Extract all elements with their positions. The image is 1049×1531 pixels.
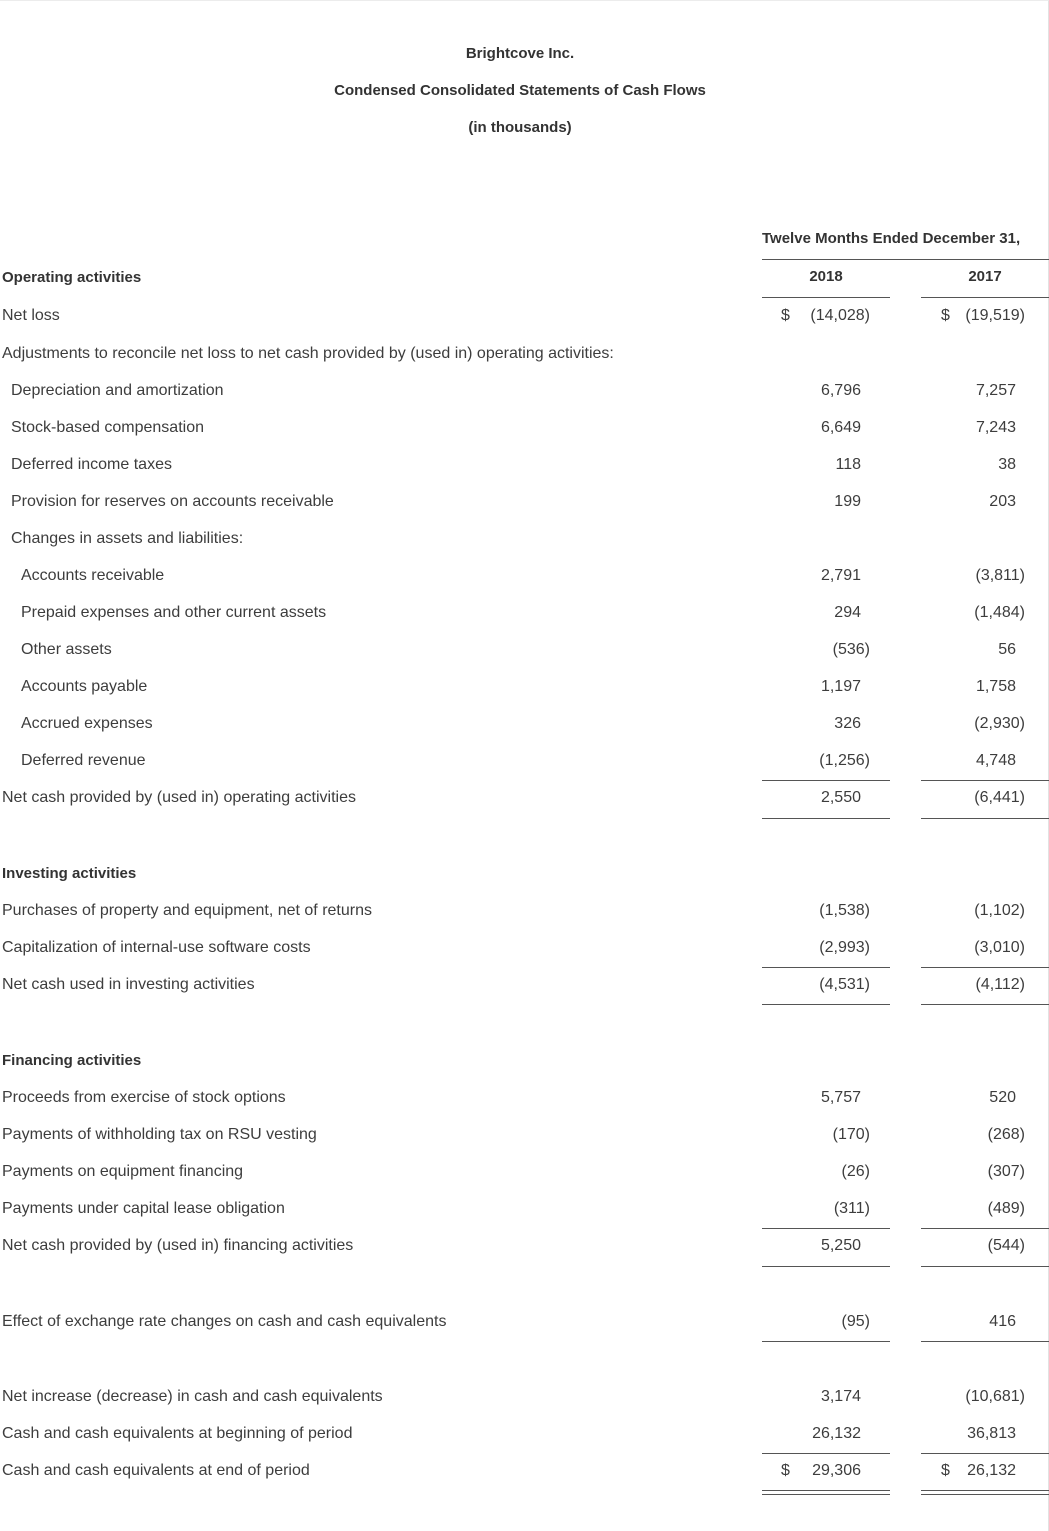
currency-symbol: $ <box>781 307 790 324</box>
table-row <box>0 929 1049 966</box>
units-note: (in thousands) <box>468 119 572 136</box>
value-2017: 520 <box>989 1089 1016 1106</box>
adjustments-caption <box>0 335 1049 372</box>
value-2018: (2,993) <box>819 939 870 956</box>
value-2017: 416 <box>989 1313 1016 1330</box>
value-2017: 7,243 <box>975 419 1016 436</box>
table-row-investing-total <box>0 966 1049 1003</box>
table-row-net-loss <box>0 297 1049 334</box>
value-2018: 3,174 <box>820 1388 861 1405</box>
table-row-financing-total <box>0 1227 1049 1264</box>
table-row <box>0 705 1049 742</box>
rule-2017 <box>921 1266 1049 1267</box>
value-2017: (6,441) <box>974 789 1025 806</box>
table-row <box>0 892 1049 929</box>
table-row <box>0 1153 1049 1190</box>
row-label: Accounts receivable <box>21 567 165 584</box>
double-rule-2018 <box>762 1490 890 1495</box>
value-2018: 26,132 <box>812 1425 861 1442</box>
row-label: Capitalization of internal-use software costs <box>2 939 311 956</box>
rule-2018 <box>762 1341 890 1342</box>
row-label: Cash and cash equivalents at end of period <box>2 1462 310 1479</box>
row-label: Net increase (decrease) in cash and cash equivalents <box>2 1388 383 1405</box>
value-2018: (95) <box>841 1313 870 1330</box>
value-2018: 5,250 <box>820 1237 861 1254</box>
row-label: Payments under capital lease obligation <box>2 1200 285 1217</box>
row-label: Provision for reserves on accounts receivable <box>11 493 334 510</box>
table-row <box>0 668 1049 705</box>
value-2018: 199 <box>834 493 861 510</box>
row-label: Payments of withholding tax on RSU vesting <box>2 1126 317 1143</box>
section-heading-operating <box>0 259 1049 296</box>
changes-caption <box>0 520 1049 557</box>
row-label: Cash and cash equivalents at beginning of period <box>2 1425 353 1442</box>
table-row <box>0 557 1049 594</box>
row-label: Purchases of property and equipment, net of returns <box>2 902 372 919</box>
table-row-operating-total <box>0 779 1049 816</box>
value-2018: 1,197 <box>820 678 861 695</box>
currency-symbol: $ <box>941 1462 950 1479</box>
value-2017: (2,930) <box>974 715 1025 732</box>
table-row <box>0 1079 1049 1116</box>
value-2018: 326 <box>834 715 861 732</box>
table-row <box>0 594 1049 631</box>
value-2017: 38 <box>998 456 1016 473</box>
row-label: Prepaid expenses and other current assets <box>21 604 327 621</box>
value-2018: 294 <box>834 604 861 621</box>
rule-2018 <box>762 1266 890 1267</box>
value-2017: (268) <box>987 1126 1025 1143</box>
value-2018: 29,306 <box>812 1462 861 1479</box>
row-label: Investing activities <box>2 865 137 882</box>
double-rule-2017 <box>921 1490 1049 1495</box>
year-2018-header: 2018 <box>809 268 843 285</box>
table-row-beginning-cash <box>0 1415 1049 1452</box>
rule-2018 <box>762 818 890 819</box>
value-2018: (1,538) <box>819 902 870 919</box>
value-2018: (170) <box>832 1126 870 1143</box>
rule-2017 <box>921 1341 1049 1342</box>
table-row <box>0 483 1049 520</box>
row-label: Proceeds from exercise of stock options <box>2 1089 286 1106</box>
row-label: Net loss <box>2 307 60 324</box>
value-2018: 6,796 <box>820 382 861 399</box>
value-2017: 36,813 <box>967 1425 1016 1442</box>
row-label: Effect of exchange rate changes on cash and cash equivalents <box>2 1313 447 1330</box>
value-2017: (1,102) <box>974 902 1025 919</box>
table-row <box>0 446 1049 483</box>
rule-2017 <box>921 1004 1049 1005</box>
value-2017: (19,519) <box>965 307 1025 324</box>
row-label: Net cash provided by (used in) financing activities <box>2 1237 354 1254</box>
value-2017: 1,758 <box>975 678 1016 695</box>
rule-2017 <box>921 818 1049 819</box>
value-2018: 2,550 <box>820 789 861 806</box>
value-2018: (4,531) <box>819 976 870 993</box>
value-2017: 7,257 <box>975 382 1016 399</box>
value-2017: (10,681) <box>965 1388 1025 1405</box>
table-row <box>0 631 1049 668</box>
value-2017: (489) <box>987 1200 1025 1217</box>
section-heading-financing <box>0 1042 1049 1079</box>
value-2017: 56 <box>998 641 1016 658</box>
value-2018: (1,256) <box>819 752 870 769</box>
row-label: Stock-based compensation <box>11 419 204 436</box>
value-2018: (14,028) <box>810 307 870 324</box>
value-2018: (536) <box>832 641 870 658</box>
rule-2018 <box>762 1004 890 1005</box>
table-row <box>0 742 1049 779</box>
value-2017: (1,484) <box>974 604 1025 621</box>
table-row-net-change <box>0 1378 1049 1415</box>
table-row <box>0 1190 1049 1227</box>
row-label: Adjustments to reconcile net loss to net cash provided by (used in) operating activities: <box>2 345 614 362</box>
row-label: Net cash used in investing activities <box>2 976 255 993</box>
value-2017: 203 <box>989 493 1016 510</box>
value-2017: (4,112) <box>975 976 1025 993</box>
value-2017: (3,010) <box>974 939 1025 956</box>
row-label: Payments on equipment financing <box>2 1163 244 1180</box>
row-label: Depreciation and amortization <box>11 382 224 399</box>
table-row <box>0 1116 1049 1153</box>
table-row-ending-cash <box>0 1452 1049 1489</box>
row-label: Financing activities <box>2 1052 142 1069</box>
value-2018: (26) <box>841 1163 870 1180</box>
value-2018: 2,791 <box>820 567 861 584</box>
row-label: Deferred income taxes <box>11 456 172 473</box>
value-2017: (3,811) <box>975 567 1025 584</box>
row-label: Deferred revenue <box>21 752 146 769</box>
value-2018: 6,649 <box>820 419 861 436</box>
row-label: Accrued expenses <box>21 715 153 732</box>
value-2017: 4,748 <box>975 752 1016 769</box>
row-label: Operating activities <box>2 269 142 286</box>
section-heading-investing <box>0 855 1049 892</box>
value-2018: 118 <box>835 456 861 473</box>
table-row <box>0 372 1049 409</box>
value-2017: (544) <box>987 1237 1025 1254</box>
statement-title: Condensed Consolidated Statements of Cash Flows <box>334 82 706 99</box>
table-row <box>0 409 1049 446</box>
company-name: Brightcove Inc. <box>465 45 575 62</box>
period-header: Twelve Months Ended December 31, <box>762 230 1021 247</box>
row-label: Changes in assets and liabilities: <box>11 530 244 547</box>
year-2017-header: 2017 <box>968 268 1002 285</box>
value-2017: (307) <box>987 1163 1025 1180</box>
value-2018: (311) <box>833 1200 870 1217</box>
value-2017: 26,132 <box>967 1462 1016 1479</box>
value-2018: 5,757 <box>820 1089 861 1106</box>
currency-symbol: $ <box>781 1462 790 1479</box>
row-label: Accounts payable <box>21 678 148 695</box>
currency-symbol: $ <box>941 307 950 324</box>
row-label: Other assets <box>21 641 112 658</box>
row-label: Net cash provided by (used in) operating activities <box>2 789 356 806</box>
table-row-fx-effect <box>0 1303 1049 1340</box>
